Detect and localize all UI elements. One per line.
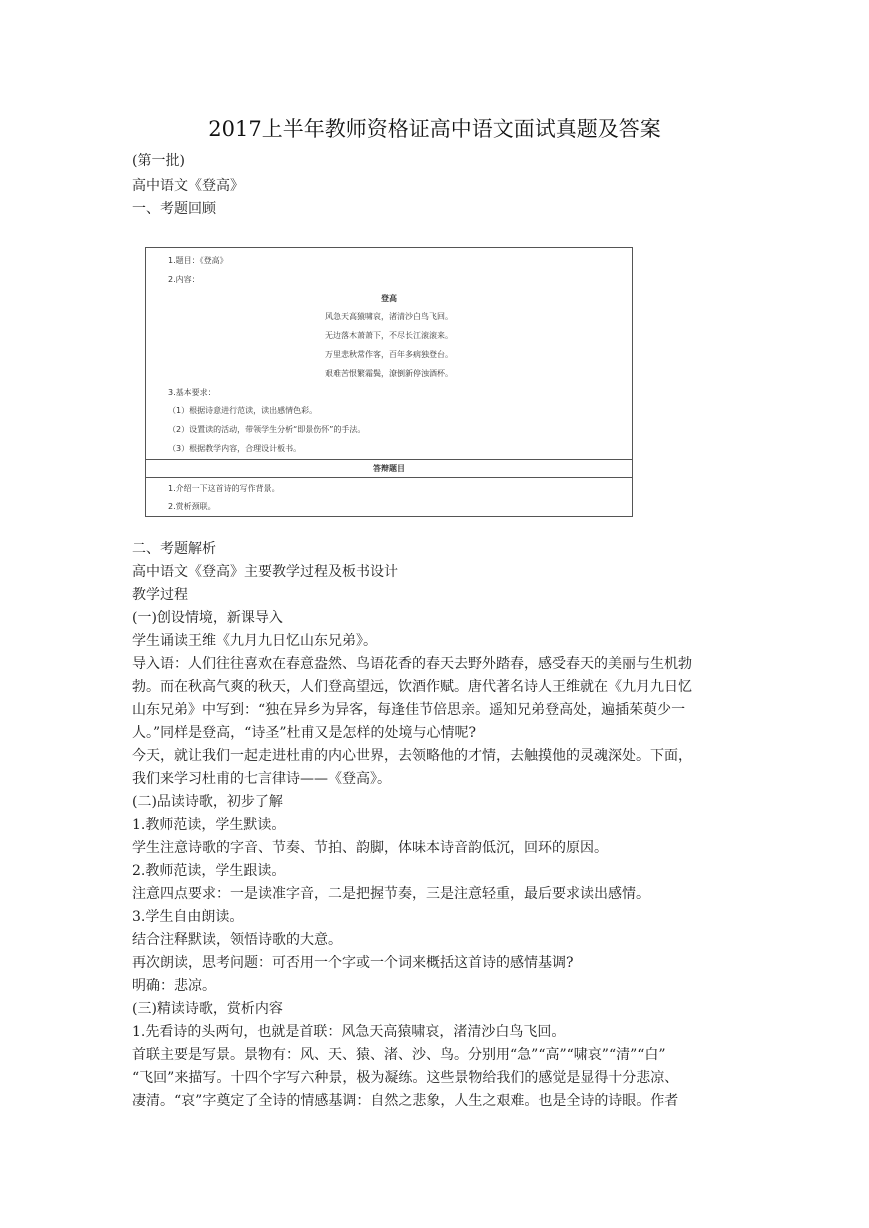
section-heading-analysis: 二、考题解析 xyxy=(132,541,216,557)
batch-label: (第一批) xyxy=(132,153,185,169)
exam-item-content: 2.内容： xyxy=(168,275,200,284)
body-line: 山东兄弟》中写到：“独在异乡为异客，每逢佳节倍思亲。遥知兄弟登高处，遍插茱萸少一 xyxy=(132,702,686,718)
poem-title: 登高 xyxy=(381,294,397,303)
body-line: 3.学生自由朗读。 xyxy=(132,909,244,925)
body-line: 注意四点要求：一是读准字音，二是把握节奏，三是注意轻重，最后要求读出感情。 xyxy=(132,886,650,902)
defense-title: 答辩题目 xyxy=(373,464,405,473)
body-line: 凄清。“哀”字奠定了全诗的情感基调：自然之悲象，人生之艰难。也是全诗的诗眼。作者 xyxy=(132,1093,679,1109)
body-line: 1.教师范读，学生默读。 xyxy=(132,817,286,833)
body-line: “飞回”来描写。十四个字写六种景，极为凝练。这些景物给我们的感觉是显得十分悲凉、 xyxy=(132,1070,679,1086)
exam-item-requirements: 3.基本要求： xyxy=(168,388,216,397)
body-line: (三)精读诗歌，赏析内容 xyxy=(132,1001,283,1017)
body-line: 学生注意诗歌的字音、节奏、节拍、韵脚，体味本诗音韵低沉，回环的原因。 xyxy=(132,840,608,856)
document-title: 2017上半年教师资格证高中语文面试真题及答案 xyxy=(208,117,661,141)
defense-item: 2.赏析颈联。 xyxy=(168,502,216,511)
body-line: 首联主要是写景。景物有：风、天、猿、渚、沙、鸟。分别用“急”“高”“啸哀”“清”“白” xyxy=(132,1047,666,1063)
body-line: 今天，就让我们一起走进杜甫的内心世界，去领略他的才情，去触摸他的灵魂深处。下面， xyxy=(132,748,692,764)
poem-line: 艰难苦恨繁霜鬓，潦倒新停浊酒杯。 xyxy=(325,369,453,378)
body-line: 我们来学习杜甫的七言律诗——《登高》。 xyxy=(132,771,391,787)
defense-item: 1.介绍一下这首诗的写作背景。 xyxy=(168,484,280,493)
table-divider xyxy=(146,477,632,478)
poem-line: 万里悲秋常作客，百年多病独登台。 xyxy=(325,350,453,359)
body-line: 导入语：人们往往喜欢在春意盎然、鸟语花香的春天去野外踏春，感受春天的美丽与生机勃 xyxy=(132,656,692,672)
body-line: 明确：悲凉。 xyxy=(132,978,216,994)
body-line: 勃。而在秋高气爽的秋天，人们登高望远，饮酒作赋。唐代著名诗人王维就在《九月九日忆 xyxy=(132,679,692,695)
body-line: 高中语文《登高》主要教学过程及板书设计 xyxy=(132,564,398,580)
body-line: 教学过程 xyxy=(132,587,188,603)
lesson-title: 高中语文《登高》 xyxy=(132,178,244,194)
exam-item-title: 1.题目：《登高》 xyxy=(168,256,228,265)
body-line: (二)品读诗歌，初步了解 xyxy=(132,794,283,810)
requirement-item: （1）根据诗意进行范读，读出感情色彩。 xyxy=(168,406,318,415)
body-line: 学生诵读王维《九月九日忆山东兄弟》。 xyxy=(132,633,377,649)
body-line: 再次朗读，思考问题：可否用一个字或一个词来概括这首诗的感情基调? xyxy=(132,955,574,971)
poem-line: 无边落木萧萧下，不尽长江滚滚来。 xyxy=(325,331,453,340)
requirement-item: （3）根据教学内容，合理设计板书。 xyxy=(168,444,302,453)
body-line: 1.先看诗的头两句，也就是首联：风急天高猿啸哀，渚清沙白鸟飞回。 xyxy=(132,1024,566,1040)
body-line: 结合注释默读，领悟诗歌的大意。 xyxy=(132,932,342,948)
body-line: 人。”同样是登高，“诗圣”杜甫又是怎样的处境与心情呢? xyxy=(132,725,476,741)
exam-question-image xyxy=(145,247,633,517)
requirement-item: （2）设置读的活动，带领学生分析“即景伤怀”的手法。 xyxy=(168,425,366,434)
section-heading-review: 一、考题回顾 xyxy=(132,201,216,217)
table-divider xyxy=(146,459,632,460)
poem-line: 风急天高猿啸哀，渚清沙白鸟飞回。 xyxy=(325,312,453,321)
body-line: (一)创设情境，新课导入 xyxy=(132,610,283,626)
body-line: 2.教师范读，学生跟读。 xyxy=(132,863,286,879)
